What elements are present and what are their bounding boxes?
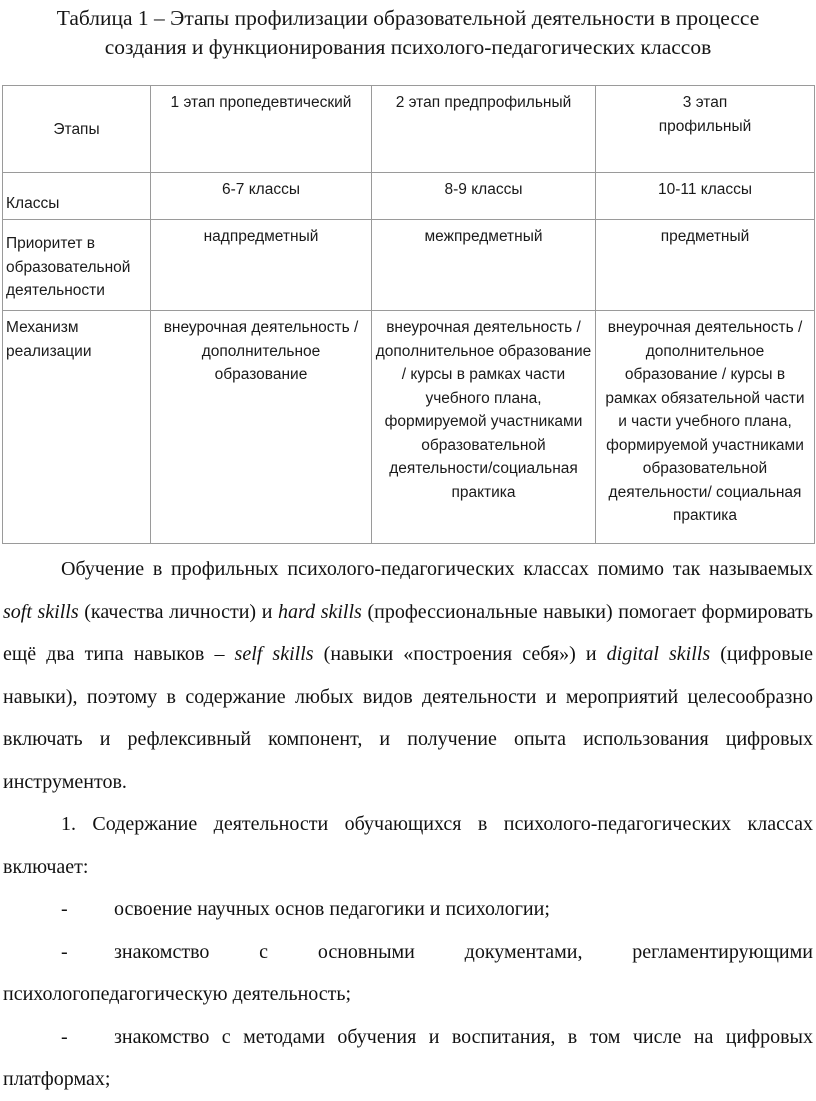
header-stages: Этапы xyxy=(3,86,151,173)
term-self-skills: self skills xyxy=(234,643,314,665)
paragraph-skills xyxy=(3,548,813,803)
table-row xyxy=(3,311,815,544)
table-header-row xyxy=(3,86,815,173)
term-soft-skills: soft skills xyxy=(3,600,79,623)
row-label-classes: Классы xyxy=(3,173,151,220)
row-label-priority: Приоритет в образовательной деятельности xyxy=(3,220,151,311)
table-cell: предметный xyxy=(596,220,815,311)
list-item xyxy=(3,1016,813,1101)
table-cell: межпредметный xyxy=(372,220,596,311)
table-cell: 8-9 классы xyxy=(372,173,596,220)
table-cell: внеурочная деятельность / дополнительное образование xyxy=(151,311,372,544)
header-stage-3 xyxy=(596,86,815,173)
table-cell: внеурочная деятельность / дополнительное образование / курсы в рамках обязательной части и части учебного плана, формируемой участниками образовательной деятельности/ социальная практика xyxy=(596,311,815,544)
header-stage-2: 2 этап предпрофильный xyxy=(372,86,596,173)
list-dash: - xyxy=(61,1025,68,1048)
header-stage-3-line2: профильный xyxy=(658,117,752,135)
table-row xyxy=(3,173,815,220)
list-item-text: знакомство с методами обучения и воспитания, в том числе на цифровых платформах; xyxy=(3,1025,813,1090)
header-stage-3-line1: 3 этап xyxy=(682,94,728,111)
text-run: (навыки «построения себя») и xyxy=(313,643,607,665)
caption-line-2: создания и функционирования психолого-педагогических классов xyxy=(104,35,712,59)
list-item-text: знакомство с основными документами, регламентирующими психологопедагогическую деятельность; xyxy=(3,940,813,1005)
term-hard-skills: hard skills xyxy=(278,600,362,623)
term-digital-skills: digital skills xyxy=(606,643,711,665)
table-cell: внеурочная деятельность / дополнительное образование / курсы в рамках части учебного плана, формируемой участниками образовательной деятельности/социальная практика xyxy=(372,311,596,544)
paragraph-content-intro: 1. Содержание деятельности обучающихся в психолого-педагогических классах включает: xyxy=(3,813,813,878)
table-cell: 10-11 классы xyxy=(596,173,815,220)
list-item xyxy=(3,888,813,931)
body-text xyxy=(3,548,813,1101)
text-run: Обучение в профильных психолого-педагогических классах помимо так называемых xyxy=(61,558,813,580)
text-run: (профессиональные навыки) помогает формировать ещё два типа навыков – xyxy=(3,600,813,665)
text-run: (цифровые навыки), поэтому в содержание любых видов деятельности и мероприятий целесообразно включать и рефлексивный компонент, и получение опыта использования цифровых инструментов. xyxy=(3,643,813,793)
list-item xyxy=(3,931,813,1016)
list-dash: - xyxy=(61,940,68,963)
list-dash: - xyxy=(61,898,68,920)
stages-table xyxy=(2,85,815,544)
table-caption xyxy=(0,4,816,62)
table-row xyxy=(3,220,815,311)
row-label-mechanism: Механизм реализации xyxy=(3,311,151,544)
list-item-text: освоение научных основ педагогики и психологии; xyxy=(114,898,550,920)
table-cell: надпредметный xyxy=(151,220,372,311)
table-cell: 6-7 классы xyxy=(151,173,372,220)
caption-line-1: Таблица 1 – Этапы профилизации образовательной деятельности в процессе xyxy=(56,6,760,30)
text-run: (качества личности) и xyxy=(78,600,279,623)
header-stage-1: 1 этап пропедевтический xyxy=(151,86,372,173)
